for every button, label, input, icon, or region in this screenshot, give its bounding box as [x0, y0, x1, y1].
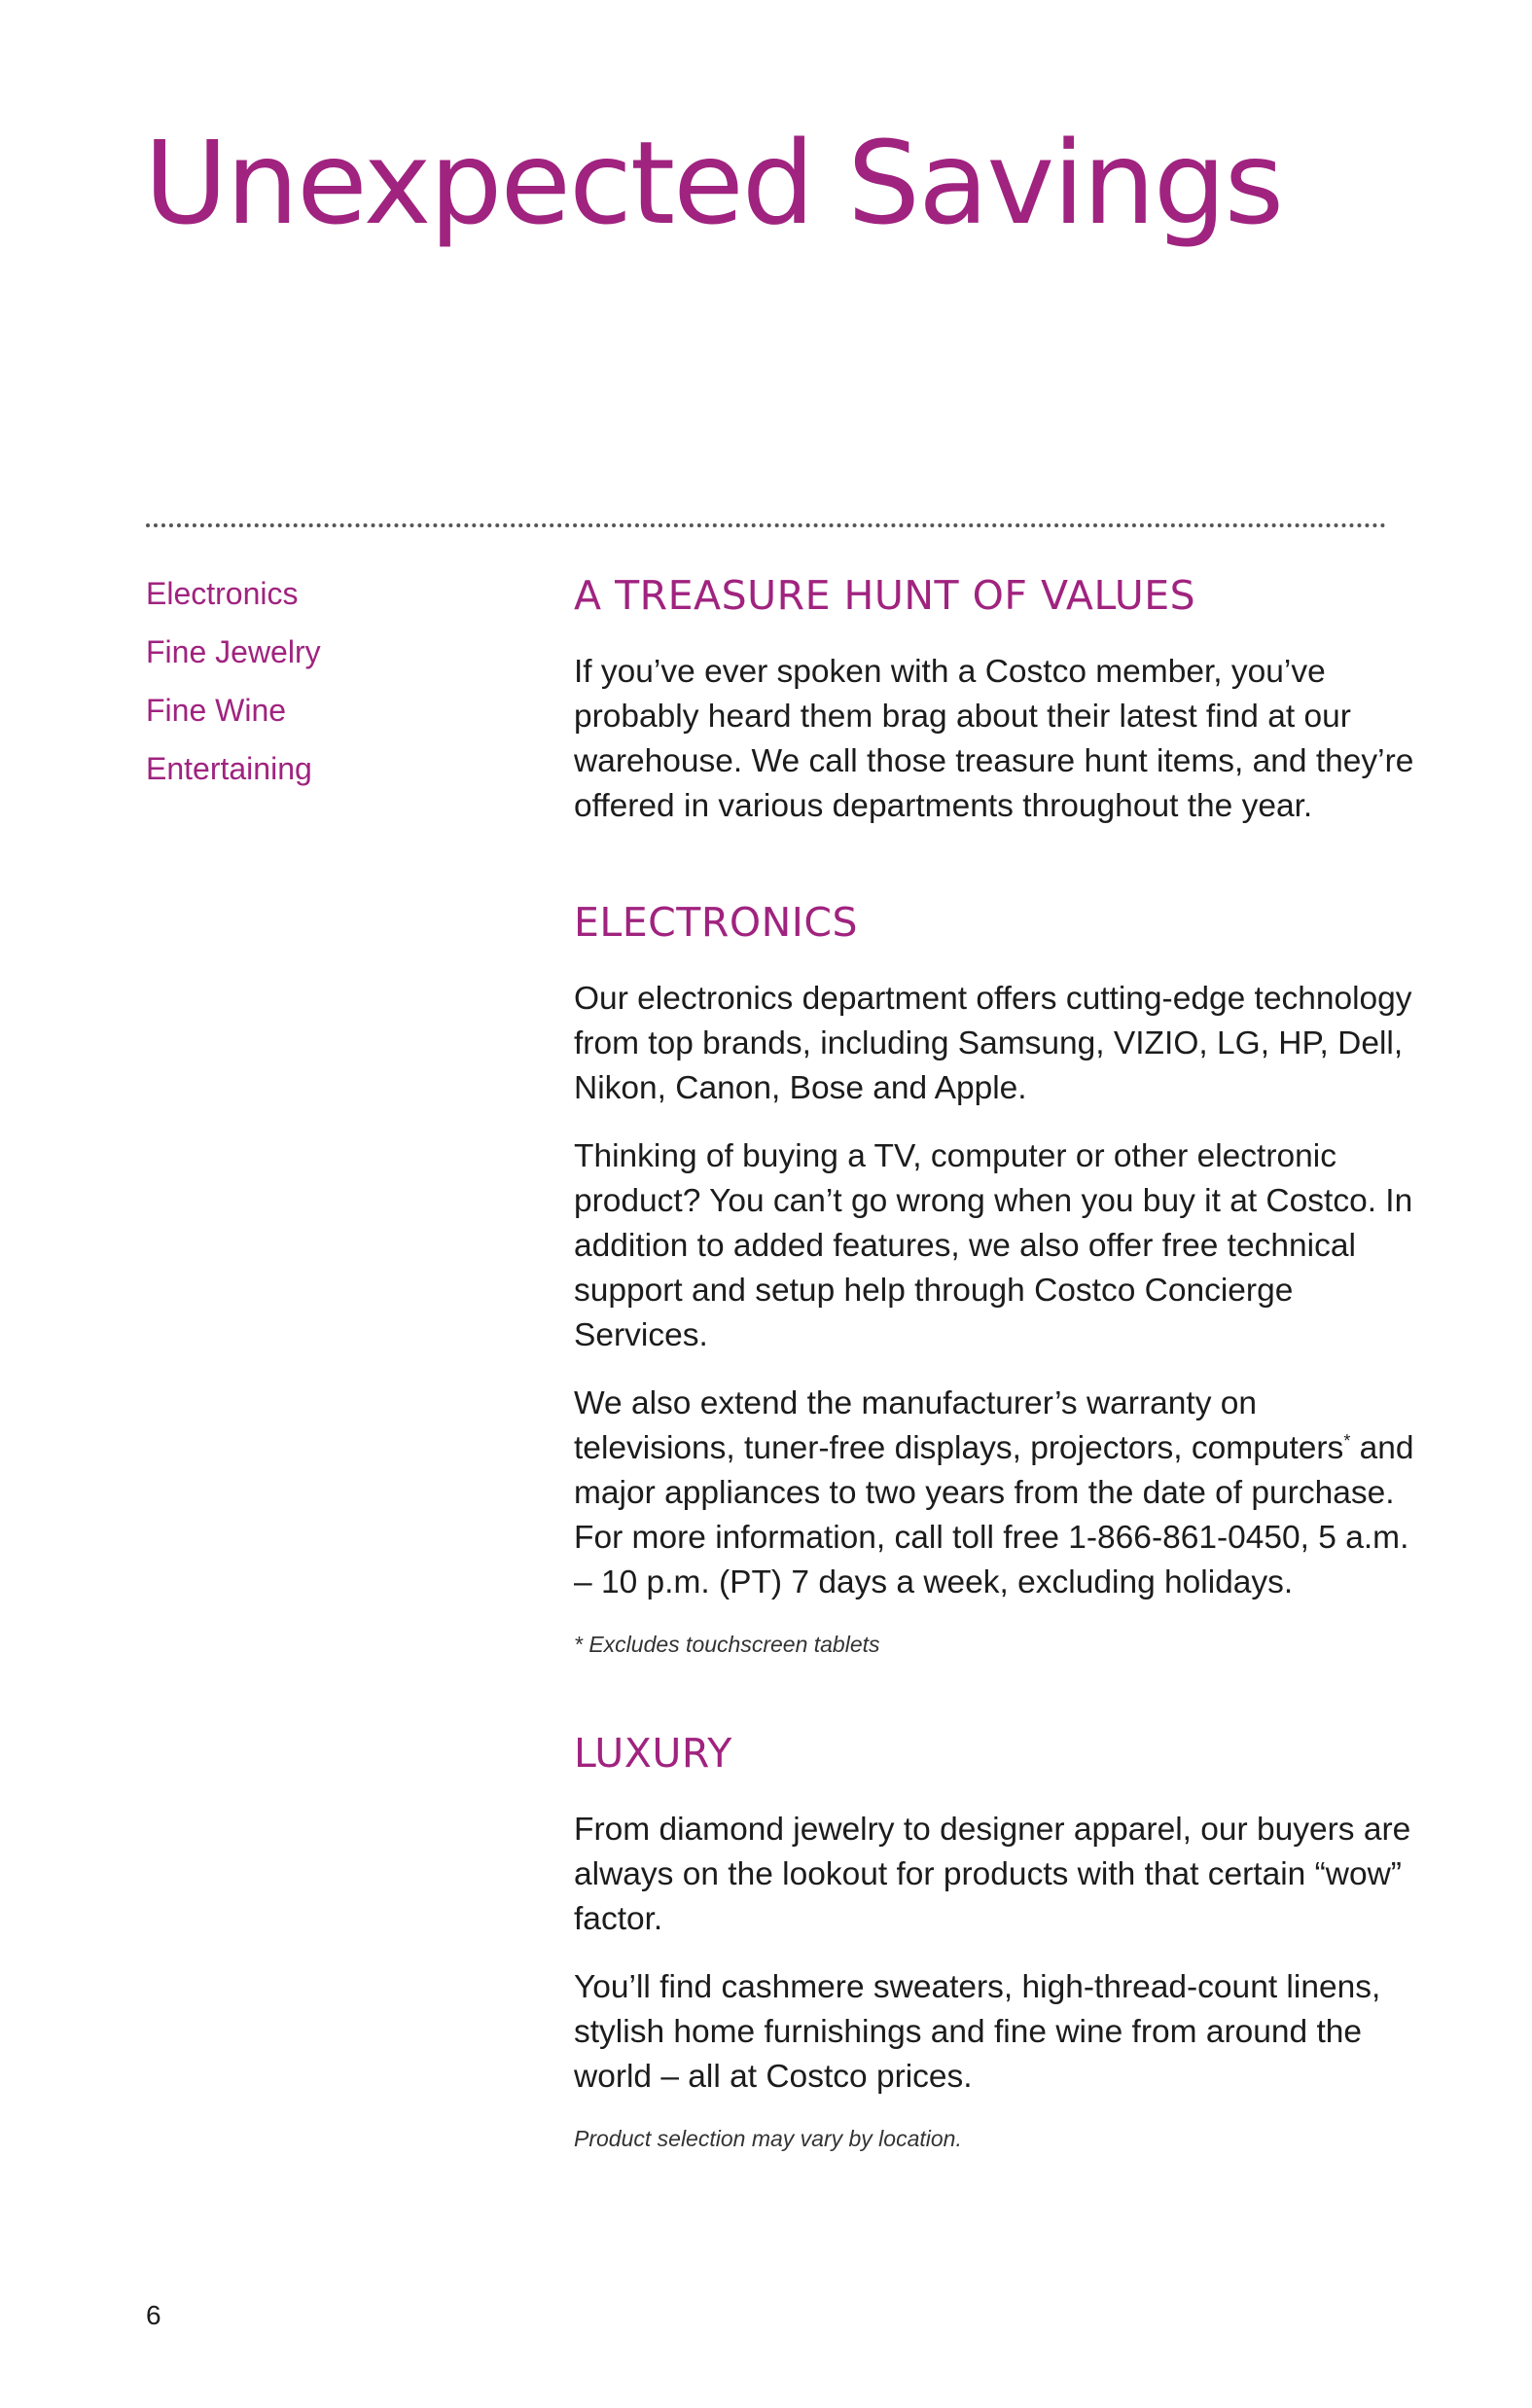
warranty-paragraph — [574, 1382, 1420, 1605]
section-treasure-hunt — [574, 562, 1420, 829]
section-heading-electronics: ELECTRONICS — [574, 899, 858, 946]
sidebar-item-fine-wine[interactable]: Fine Wine — [146, 693, 287, 728]
sidebar-item-fine-jewelry[interactable]: Fine Jewelry — [146, 634, 321, 669]
section-electronics — [574, 889, 1420, 1660]
sidebar-item-entertaining[interactable]: Entertaining — [146, 751, 312, 786]
dotted-divider — [146, 523, 1386, 527]
footnote-asterisk: * — [1343, 1430, 1351, 1451]
section-heading-treasure-hunt: A TREASURE HUNT OF VALUES — [574, 572, 1196, 619]
paragraph: You’ll find cashmere sweaters, high-thread-count linens, stylish home furnishings and fine wine from around the world – all at Costco prices. — [574, 1969, 1381, 2095]
page-number: 6 — [146, 2300, 161, 2330]
paragraph: Our electronics department offers cutting-edge technology from top brands, including Samsung, VIZIO, LG, HP, Dell, Nikon, Canon, Bose and Apple. — [574, 981, 1412, 1106]
paragraph: Thinking of buying a TV, computer or other electronic product? You can’t go wrong when you buy it at Costco. In addition to added features, we also offer free technical support and setup help through Costco Concierge Services. — [574, 1138, 1413, 1353]
footnote: * Excludes touchscreen tablets — [574, 1632, 880, 1657]
section-luxury — [574, 1720, 1420, 2154]
warranty-text-end: and major appliances to two years from the date of purchase. For more information, call toll free 1-866-861-0450, 5 a.m. – 10 p.m. (PT) 7 days a week, excluding holidays. — [574, 1430, 1414, 1600]
main-content — [574, 562, 1420, 2154]
paragraph: If you’ve ever spoken with a Costco member, you’ve probably heard them brag about their latest find at our warehouse. We call those treasure hunt items, and they’re offered in various departments throughout the year. — [574, 654, 1414, 824]
paragraph: From diamond jewelry to designer apparel, our buyers are always on the lookout for products with that certain “wow” factor. — [574, 1812, 1411, 1937]
section-heading-luxury: LUXURY — [574, 1730, 732, 1777]
sidebar-nav — [146, 564, 516, 798]
warranty-text-start: We also extend the manufacturer’s warranty on televisions, tuner-free displays, projectors, computers — [574, 1385, 1344, 1466]
page-title: Unexpected Savings — [144, 116, 1283, 250]
sidebar-item-electronics[interactable]: Electronics — [146, 576, 299, 611]
footnote: Product selection may vary by location. — [574, 2126, 962, 2151]
